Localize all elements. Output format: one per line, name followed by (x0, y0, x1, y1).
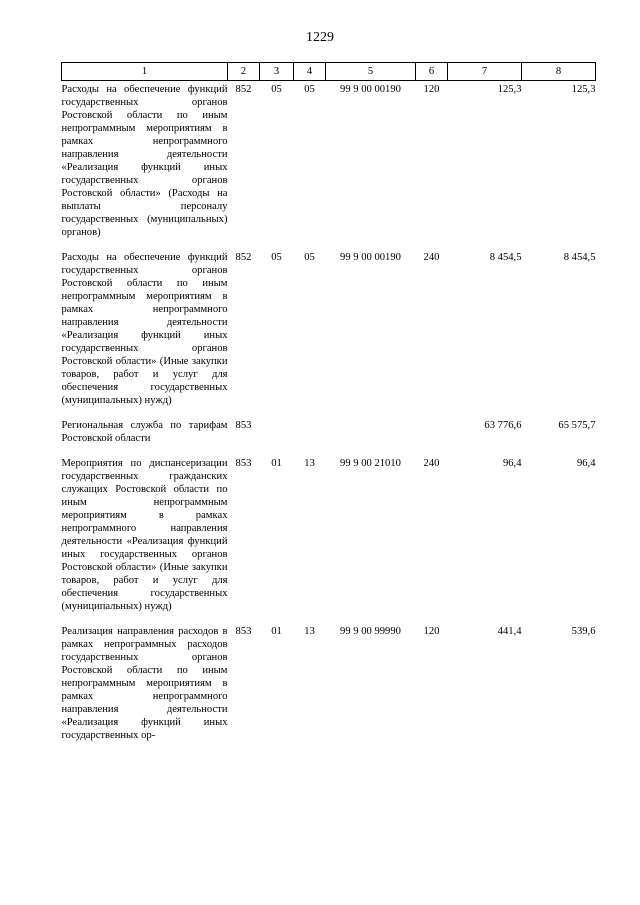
row-vr: 240 (423, 458, 440, 469)
table-row (62, 457, 596, 625)
row-sum-col7: 96,4 (502, 458, 522, 469)
table-row (62, 251, 596, 419)
row-vr (416, 419, 448, 457)
table-row (62, 625, 596, 742)
row-sum-col7: 441,4 (497, 626, 522, 637)
row-pr: 05 (304, 84, 315, 95)
row-sum-col7: 63 776,6 (484, 420, 522, 431)
row-ved: 853 (235, 420, 252, 431)
row-csr: 99 9 00 21010 (340, 458, 401, 469)
header-col-7: 7 (448, 63, 522, 81)
header-row (62, 63, 596, 81)
row-csr (326, 419, 416, 457)
row-vr: 120 (423, 84, 440, 95)
header-col-4: 4 (294, 63, 326, 81)
row-ved: 853 (235, 626, 252, 637)
row-rz: 01 (271, 626, 282, 637)
row-rz (260, 419, 294, 457)
header-col-6: 6 (416, 63, 448, 81)
row-rz: 01 (271, 458, 282, 469)
row-ved: 853 (235, 458, 252, 469)
budget-table (61, 62, 596, 742)
header-col-1: 1 (62, 63, 228, 81)
row-csr: 99 9 00 00190 (340, 252, 401, 263)
row-vr: 120 (423, 626, 440, 637)
row-description: Реализация направления расходов в рамках непрограммных расходов государственных органов Ростовской области по иным непрограммным мероприятиям в рамках непрограммного направления деятельности «Реализация функций иных государственных ор- (61, 626, 228, 741)
row-sum-col8: 96,4 (576, 458, 596, 469)
row-ved: 852 (235, 84, 252, 95)
row-rz: 05 (271, 252, 282, 263)
row-sum-col8: 8 454,5 (563, 252, 596, 263)
header-col-8: 8 (522, 63, 596, 81)
table-header (62, 63, 596, 81)
row-pr: 13 (304, 458, 315, 469)
row-sum-col8: 65 575,7 (558, 420, 596, 431)
row-sum-col7: 125,3 (497, 84, 522, 95)
header-col-3: 3 (260, 63, 294, 81)
row-csr: 99 9 00 99990 (340, 626, 401, 637)
row-description: Мероприятия по диспансеризации государственных гражданских служащих Ростовской области по иным непрограммным мероприятиям в рамках непрограммного направления деятельности «Реализация функций иных государственных органов Ростовской области» (Иные закупки товаров, работ и услуг для обеспечения государственных (муниципальных) нужд) (61, 458, 228, 612)
row-sum-col7: 8 454,5 (489, 252, 522, 263)
row-description: Региональная служба по тарифам Ростовской области (61, 420, 228, 444)
header-col-2: 2 (228, 63, 260, 81)
row-csr: 99 9 00 00190 (340, 84, 401, 95)
row-ved: 852 (235, 252, 252, 263)
header-col-5: 5 (326, 63, 416, 81)
table-body (62, 81, 596, 743)
row-pr (294, 419, 326, 457)
row-description: Расходы на обеспечение функций государственных органов Ростовской области по иным непрограммным мероприятиям в рамках непрограммного направления деятельности «Реализация функций иных государственных органов Ростовской области» (Иные закупки товаров, работ и услуг для обеспечения государственных (муниципальных) нужд) (61, 252, 228, 406)
row-rz: 05 (271, 84, 282, 95)
row-sum-col8: 125,3 (571, 84, 596, 95)
row-pr: 05 (304, 252, 315, 263)
table-row (62, 81, 596, 252)
table-row (62, 419, 596, 457)
page-number: 1229 (306, 30, 334, 45)
row-vr: 240 (423, 252, 440, 263)
row-sum-col8: 539,6 (571, 626, 596, 637)
row-description: Расходы на обеспечение функций государственных органов Ростовской области по иным непрограммным мероприятиям в рамках непрограммного направления деятельности «Реализация функций иных государственных органов Ростовской области» (Расходы на выплаты персоналу государственных (муниципальных) органов) (61, 84, 228, 238)
row-pr: 13 (304, 626, 315, 637)
